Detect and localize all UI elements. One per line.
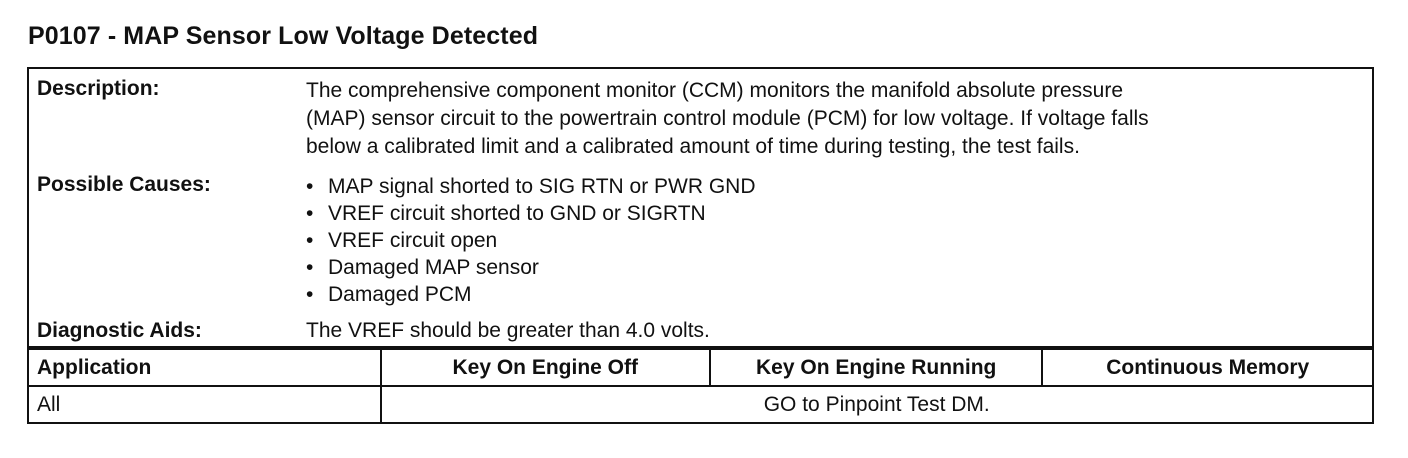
bullet-icon: •	[306, 175, 314, 198]
list-item: • VREF circuit shorted to GND or SIGRTN	[306, 202, 706, 225]
table-row	[28, 386, 1373, 423]
possible-causes-label: Possible Causes:	[37, 173, 211, 196]
header-application: Application	[28, 349, 381, 386]
description-label: Description:	[37, 77, 160, 100]
diagnostic-aids-text: The VREF should be greater than 4.0 volts.	[306, 319, 710, 342]
page-title: P0107 - MAP Sensor Low Voltage Detected	[28, 22, 539, 50]
description-text	[306, 77, 1366, 161]
application-table	[27, 348, 1374, 424]
application-cell: All	[28, 386, 381, 423]
list-item: • VREF circuit open	[306, 229, 498, 252]
action-cell: GO to Pinpoint Test DM.	[381, 386, 1374, 423]
description-line: The comprehensive component monitor (CCM) monitors the manifold absolute pressure	[306, 79, 1124, 102]
table-header-row	[28, 349, 1373, 386]
bullet-icon: •	[306, 256, 314, 279]
diagnostic-aids-label: Diagnostic Aids:	[37, 319, 202, 342]
header-continuous-memory: Continuous Memory	[1042, 349, 1373, 386]
bullet-icon: •	[306, 283, 314, 306]
bullet-icon: •	[306, 229, 314, 252]
list-item: • MAP signal shorted to SIG RTN or PWR GND	[306, 175, 756, 198]
bullet-icon: •	[306, 202, 314, 225]
dtc-info-box	[27, 67, 1374, 348]
description-line: (MAP) sensor circuit to the powertrain control module (PCM) for low voltage. If voltage falls	[306, 107, 1149, 130]
description-line: below a calibrated limit and a calibrated amount of time during testing, the test fails.	[306, 135, 1080, 158]
header-key-on-engine-running: Key On Engine Running	[710, 349, 1042, 386]
list-item: • Damaged PCM	[306, 283, 472, 306]
header-key-on-engine-off: Key On Engine Off	[381, 349, 710, 386]
list-item: • Damaged MAP sensor	[306, 256, 539, 279]
possible-causes-list	[306, 173, 756, 308]
